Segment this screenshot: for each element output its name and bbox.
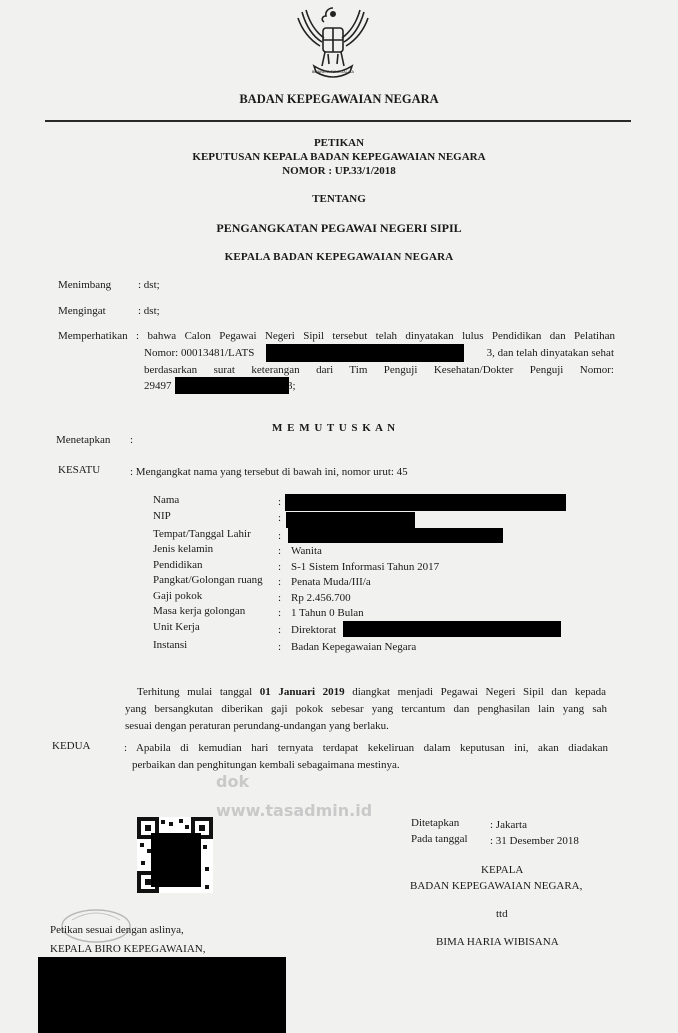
title-keputusan: KEPUTUSAN KEPALA BADAN KEPEGAWAIAN NEGARA bbox=[192, 151, 486, 163]
field-colon: : bbox=[278, 576, 282, 588]
field-value-gaji: Rp 2.456.700 bbox=[291, 592, 351, 604]
memperhatikan-line4b: 3; bbox=[287, 380, 296, 392]
title-petikan: PETIKAN bbox=[313, 137, 365, 149]
field-colon: : bbox=[278, 496, 282, 508]
certified-line1: Petikan sesuai dengan aslinya, bbox=[50, 924, 184, 936]
title-issuer: KEPALA BADAN KEPEGAWAIAN NEGARA bbox=[224, 251, 454, 263]
field-label-ttl: Tempat/Tanggal Lahir bbox=[153, 528, 251, 540]
field-colon: : bbox=[278, 607, 282, 619]
effective-date: 01 Januari 2019 bbox=[259, 686, 345, 698]
field-label-gaji: Gaji pokok bbox=[153, 590, 203, 602]
redacted-block bbox=[343, 621, 561, 637]
signer-role-1: KEPALA bbox=[481, 864, 524, 876]
redacted-block bbox=[286, 512, 415, 528]
field-value-pendidikan: S-1 Sistem Informasi Tahun 2017 bbox=[291, 561, 440, 573]
memperhatikan-line3: berdasarkan surat keterangan dari Tim Penguji Kesehatan/Dokter Penguji Nomor: bbox=[144, 364, 614, 376]
mengingat-label: Mengingat bbox=[58, 305, 106, 317]
title-tentang: TENTANG bbox=[312, 193, 366, 205]
signer-name: BIMA HARIA WIBISANA bbox=[436, 936, 559, 948]
memperhatikan-line2b: 3, dan telah dinyatakan sehat bbox=[486, 347, 614, 359]
effective-line1 bbox=[137, 686, 606, 698]
field-colon: : bbox=[278, 545, 282, 557]
kedua-line1: : Apabila di kemudian hari ternyata terdapat kekeliruan dalam keputusan ini, akan diadakan bbox=[124, 742, 608, 754]
field-colon: : bbox=[278, 624, 282, 636]
field-label-jenis-kelamin: Jenis kelamin bbox=[153, 543, 214, 555]
agency-name: BADAN KEPEGAWAIAN NEGARA bbox=[239, 92, 439, 106]
ditetapkan-label: Ditetapkan bbox=[411, 817, 460, 829]
memutuskan-heading: M E M U T U S K A N bbox=[272, 422, 397, 434]
kesatu-label: KESATU bbox=[58, 464, 101, 476]
field-value-masa-kerja: 1 Tahun 0 Bulan bbox=[291, 607, 364, 619]
effective-text: Terhitung mulai tanggal bbox=[137, 686, 260, 698]
watermark-site: www.tasadmin.id bbox=[216, 801, 373, 820]
kesatu-text: : Mengangkat nama yang tersebut di bawah ini, nomor urut: 45 bbox=[130, 466, 408, 478]
kedua-line2: perbaikan dan penghitungan kembali sebagaimana mestinya. bbox=[132, 759, 400, 771]
certified-line2: KEPALA BIRO KEPEGAWAIAN, bbox=[50, 943, 206, 955]
field-label-nama: Nama bbox=[153, 494, 180, 506]
memperhatikan-line1: : bahwa Calon Pegawai Negeri Sipil tersebut telah dinyatakan lulus Pendidikan dan Pelatihan bbox=[136, 330, 615, 342]
ttd-mark: ttd bbox=[496, 908, 508, 920]
field-colon: : bbox=[278, 592, 282, 604]
field-colon: : bbox=[278, 561, 282, 573]
field-label-pendidikan: Pendidikan bbox=[153, 559, 203, 571]
field-colon: : bbox=[278, 512, 282, 524]
header-divider bbox=[45, 120, 631, 122]
tanggal-label: Pada tanggal bbox=[411, 833, 468, 845]
field-label-masa-kerja: Masa kerja golongan bbox=[153, 605, 246, 617]
menimbang-value: : dst; bbox=[138, 279, 160, 291]
memperhatikan-line2a: Nomor: 00013481/LATS bbox=[144, 347, 255, 359]
field-label-unit-kerja: Unit Kerja bbox=[153, 621, 200, 633]
field-colon: : bbox=[278, 641, 282, 653]
field-label-nip: NIP bbox=[153, 510, 171, 522]
field-label-pangkat: Pangkat/Golongan ruang bbox=[153, 574, 263, 586]
memperhatikan-label: Memperhatikan bbox=[58, 330, 128, 342]
redacted-block bbox=[285, 494, 566, 511]
field-value-pangkat: Penata Muda/III/a bbox=[291, 576, 371, 588]
field-value-instansi: Badan Kepegawaian Negara bbox=[291, 641, 417, 653]
redacted-block bbox=[175, 377, 289, 394]
qr-code-icon bbox=[137, 817, 213, 893]
effective-line2: yang bersangkutan diberikan gaji pokok sebesar yang tercantum dan penghasilan lain yang sah bbox=[125, 703, 607, 715]
tanggal-value: : 31 Desember 2018 bbox=[490, 835, 579, 847]
redacted-block bbox=[288, 528, 503, 543]
signer-role-2: BADAN KEPEGAWAIAN NEGARA, bbox=[410, 880, 583, 892]
garuda-emblem-icon bbox=[292, 2, 374, 82]
kedua-label: KEDUA bbox=[52, 740, 91, 752]
title-nomor: NOMOR : UP.33/1/2018 bbox=[282, 165, 396, 177]
mengingat-value: : dst; bbox=[138, 305, 160, 317]
redacted-block bbox=[266, 344, 464, 362]
redacted-block bbox=[38, 957, 286, 1033]
watermark-dok: dok bbox=[216, 772, 250, 791]
title-subject: PENGANGKATAN PEGAWAI NEGERI SIPIL bbox=[216, 221, 462, 235]
field-value-jenis-kelamin: Wanita bbox=[291, 545, 322, 557]
field-label-instansi: Instansi bbox=[153, 639, 188, 651]
menetapkan-label: Menetapkan bbox=[56, 434, 111, 446]
field-value-unit-kerja: Direktorat bbox=[291, 624, 337, 636]
field-colon: : bbox=[278, 530, 282, 542]
menimbang-label: Menimbang bbox=[58, 279, 112, 291]
memperhatikan-line4a: 29497 bbox=[144, 380, 172, 392]
menetapkan-colon: : bbox=[130, 434, 134, 446]
ditetapkan-value: : Jakarta bbox=[490, 819, 527, 831]
svg-text:BHINNEKA TUNGGAL IKA: BHINNEKA TUNGGAL IKA bbox=[311, 70, 355, 74]
effective-line3: sesuai dengan peraturan perundang-undangan yang berlaku. bbox=[125, 720, 389, 732]
effective-text: diangkat menjadi Pegawai Negeri Sipil dan kepada bbox=[344, 686, 606, 698]
